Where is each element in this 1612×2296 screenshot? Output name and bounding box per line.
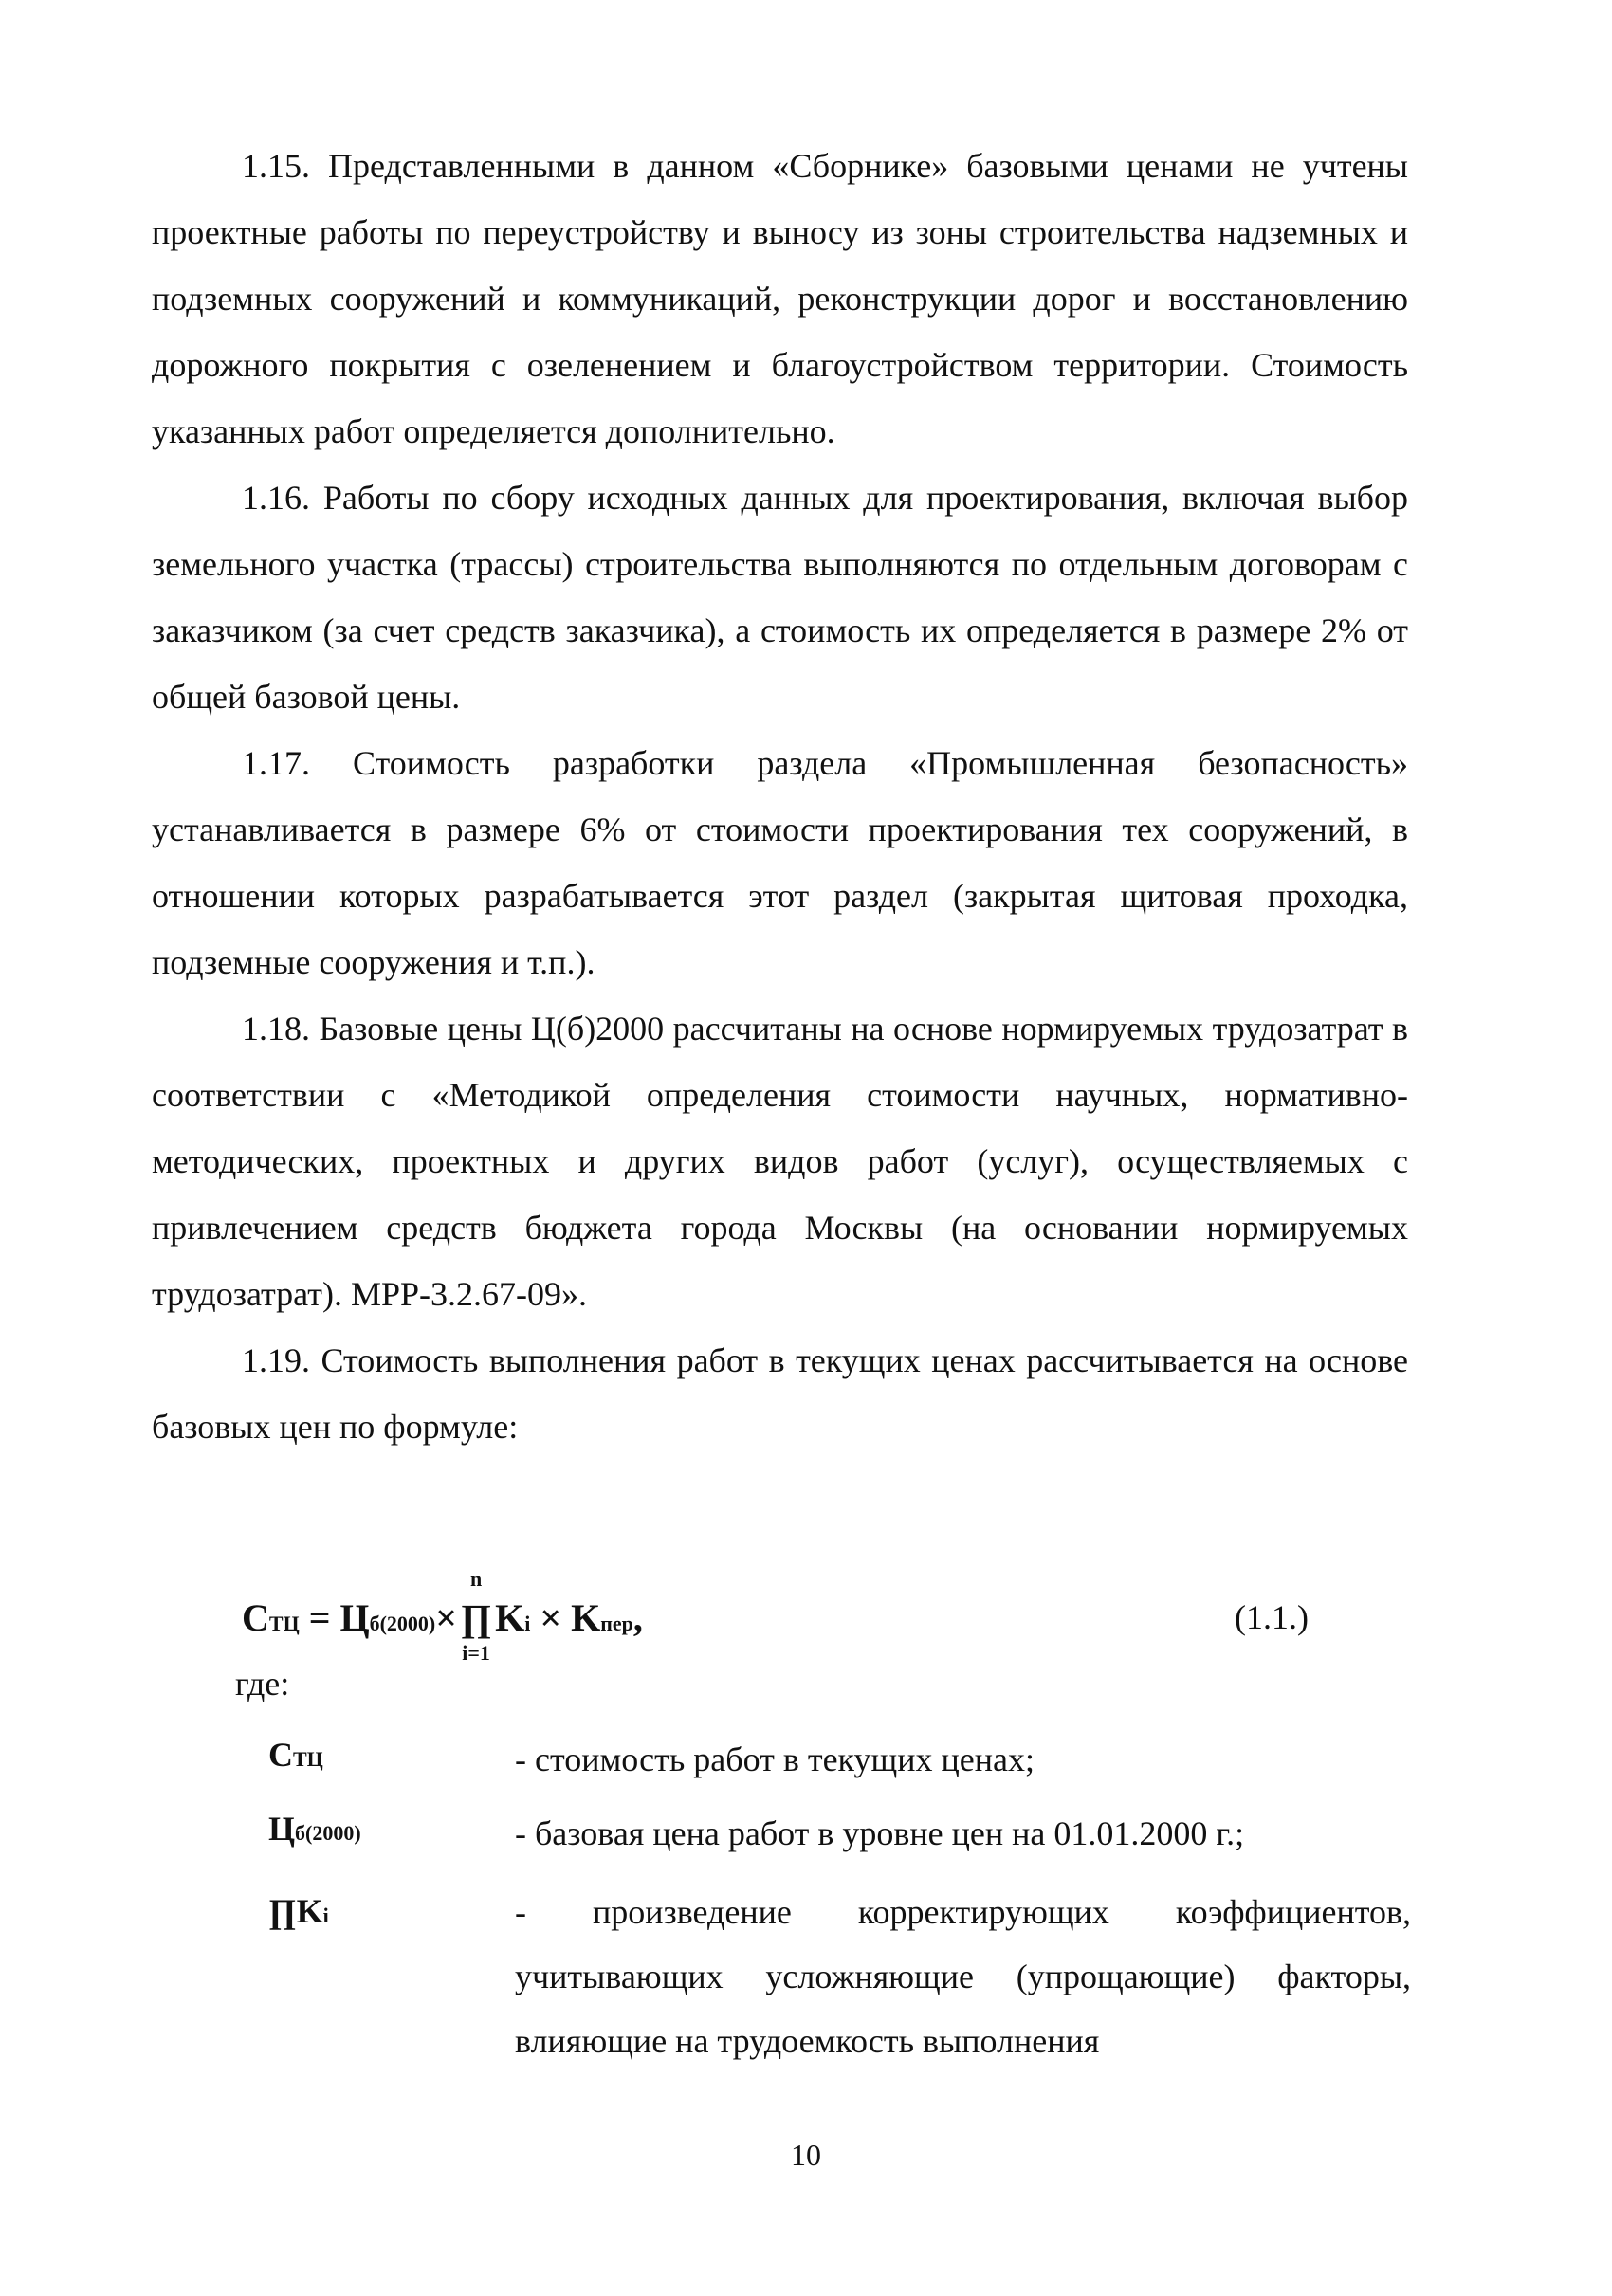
formula-k: K (495, 1596, 525, 1639)
formula-price: Ц (339, 1596, 370, 1639)
formula-eq: = (299, 1596, 340, 1639)
paragraph-1-18: 1.18. Базовые цены Ц(б)2000 рассчитаны на основе нормируемых трудозатрат в соответствии с «Методикой определения стоимости научных, нормативно-методических, проектных и других видов работ (услуг), осуществляемых с привлечением средств бюджета города Москвы (на основании нормируемых трудозатрат). МРР-3.2.67-09». (152, 1010, 1408, 1313)
where-label: где: (235, 1665, 290, 1703)
definition-symbol: СТЦ (268, 1736, 323, 1774)
body-text (152, 133, 1408, 1460)
definition-symbol: Цб(2000) (268, 1810, 361, 1848)
definition-text: - базовая цена работ в уровне цен на 01.01.2000 г.; (515, 1814, 1245, 1852)
formula-lhs-sub: ТЦ (268, 1612, 300, 1635)
product-lower-limit: i=1 (462, 1641, 490, 1665)
formula-k-sub: i (524, 1612, 531, 1635)
formula-times-1: × (435, 1596, 458, 1639)
paragraph-1-17: 1.17. Стоимость разработки раздела «Промышленная безопасность» устанавливается в размере 6% от стоимости проектирования тех сооружений, в отношении которых разрабатывается этот раздел (закрытая щитовая проходка, подземные сооружения и т.п.). (152, 744, 1408, 981)
formula-comma: , (632, 1596, 643, 1639)
product-upper-limit: n (469, 1567, 483, 1591)
formula-lhs: С (242, 1596, 269, 1639)
definition-text: - произведение корректирующих коэффициентов, учитывающих усложняющие (упрощающие) факторы, влияющие на трудоемкость выполнения (515, 1893, 1411, 2060)
formula-expression (242, 1567, 643, 1665)
definition-symbol: ∏Ki (268, 1892, 329, 1930)
paragraph-1-15: 1.15. Представленными в данном «Сборнике» базовыми ценами не учтены проектные работы по переустройству и выносу из зоны строительства надземных и подземных сооружений и коммуникаций, реконструкции дорог и восстановлению дорожного покрытия с озеленением и благоустройством территории. Стоимость указанных работ определяется дополнительно. (152, 147, 1408, 450)
product-symbol: ∏ (460, 1596, 492, 1639)
definition-text: - стоимость работ в текущих ценах; (515, 1740, 1035, 1778)
formula-price-sub: б(2000) (369, 1612, 436, 1635)
page-number: 10 (791, 2138, 821, 2172)
paragraph-1-19: 1.19. Стоимость выполнения работ в текущих ценах рассчитывается на основе базовых цен по формуле: (152, 1341, 1408, 1446)
formula-kper-sub: пер (600, 1612, 633, 1635)
formula-kper: K (571, 1596, 601, 1639)
formula-number: (1.1.) (1235, 1598, 1309, 1636)
product-operator (457, 1567, 495, 1665)
cost-formula (242, 1559, 1418, 1683)
paragraph-1-16: 1.16. Работы по сбору исходных данных для проектирования, включая выбор земельного участка (трассы) строительства выполняются по отдельным договорам с заказчиком (за счет средств заказчика), а стоимость их определяется в размере 2% от общей базовой цены. (152, 479, 1408, 716)
formula-times-2: × (530, 1596, 572, 1639)
